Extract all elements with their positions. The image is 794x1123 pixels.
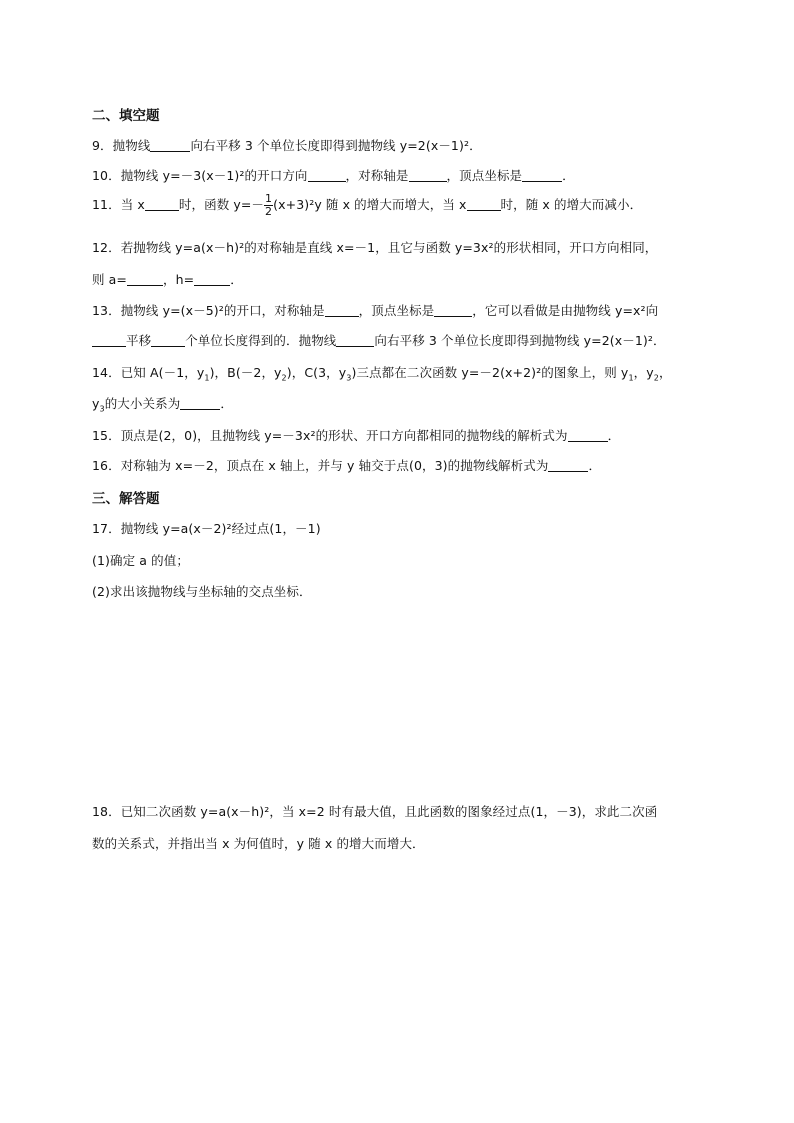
question-9: 9．抛物线 向右平移 3 个单位长度即得到抛物线 y=2(x－1)²． xyxy=(92,138,482,153)
answer-blank[interactable] xyxy=(127,272,163,286)
question-17-part-1: (1)确定 a 的值； xyxy=(92,553,189,568)
answer-blank[interactable] xyxy=(194,272,230,286)
question-13-line-1: 13．抛物线 y=(x－5)²的开口，对称轴是 ，顶点坐标是 ，它可以看做是由抛物线 y=x²向 xyxy=(92,303,659,318)
answer-blank[interactable] xyxy=(548,458,588,472)
answer-blank[interactable] xyxy=(434,303,472,317)
question-18-line-1: 18．已知二次函数 y=a(x－h)²，当 x=2 时有最大值，且此函数的图象经过点(1，－3)，求此二次函 xyxy=(92,804,658,819)
fraction: $\frac{1}{2}$ xyxy=(265,192,273,218)
question-11: 11．当 x 时，函数 y=－ $\frac{1}{2}$ (x+3)²y 随 x 的增大而增大，当 x 时，随 x 的增大而减小． xyxy=(92,192,643,218)
answer-blank[interactable] xyxy=(568,428,608,442)
question-12-line-1: 12．若抛物线 y=a(x－h)²的对称轴是直线 x=－1，且它与函数 y=3x²的形状相同，开口方向相同， xyxy=(92,240,658,255)
answer-blank[interactable] xyxy=(145,197,179,211)
answer-blank[interactable] xyxy=(180,396,220,410)
answer-blank[interactable] xyxy=(336,333,374,347)
question-15: 15．顶点是(2，0)，且抛物线 y=－3x²的形状、开口方向都相同的抛物线的解析式为 ． xyxy=(92,428,621,443)
question-17-stem: 17．抛物线 y=a(x－2)²经过点(1，－1) xyxy=(92,521,321,536)
question-14-line-1: 14．已知 A(－1，$y_1$)，B(－2，$y_2$)，C(3，$y_3$)三点都在二次函数 y=－2(x+2)²的图象上，则 $y_1$，$y_2$， xyxy=(92,365,672,383)
answer-blank[interactable] xyxy=(325,303,359,317)
question-13-line-2: 平移 个单位长度得到的．抛物线 向右平移 3 个单位长度即得到抛物线 y=2(x－1)²． xyxy=(92,331,666,349)
section-heading-fill-blank: 二、填空题 xyxy=(92,108,160,124)
answer-blank[interactable] xyxy=(150,138,190,152)
question-17-part-2: (2)求出该抛物线与坐标轴的交点坐标． xyxy=(92,584,312,599)
question-14-line-2: $y_3$的大小关系为 ． xyxy=(92,396,233,414)
answer-blank[interactable] xyxy=(308,168,346,182)
section-heading-problems: 三、解答题 xyxy=(92,491,160,507)
answer-blank[interactable] xyxy=(92,333,126,347)
question-12-line-2: 则 a= ，h= ． xyxy=(92,272,243,287)
answer-blank[interactable] xyxy=(522,168,562,182)
answer-blank[interactable] xyxy=(151,333,185,347)
answer-blank[interactable] xyxy=(467,197,501,211)
question-16: 16．对称轴为 x=－2，顶点在 x 轴上，并与 y 轴交于点(0，3)的抛物线解析式为 ． xyxy=(92,458,602,473)
answer-blank[interactable] xyxy=(409,168,447,182)
question-10: 10．抛物线 y=－3(x－1)²的开口方向 ，对称轴是 ，顶点坐标是 ． xyxy=(92,168,575,183)
question-18-line-2: 数的关系式，并指出当 x 为何值时，y 随 x 的增大而增大． xyxy=(92,836,425,851)
